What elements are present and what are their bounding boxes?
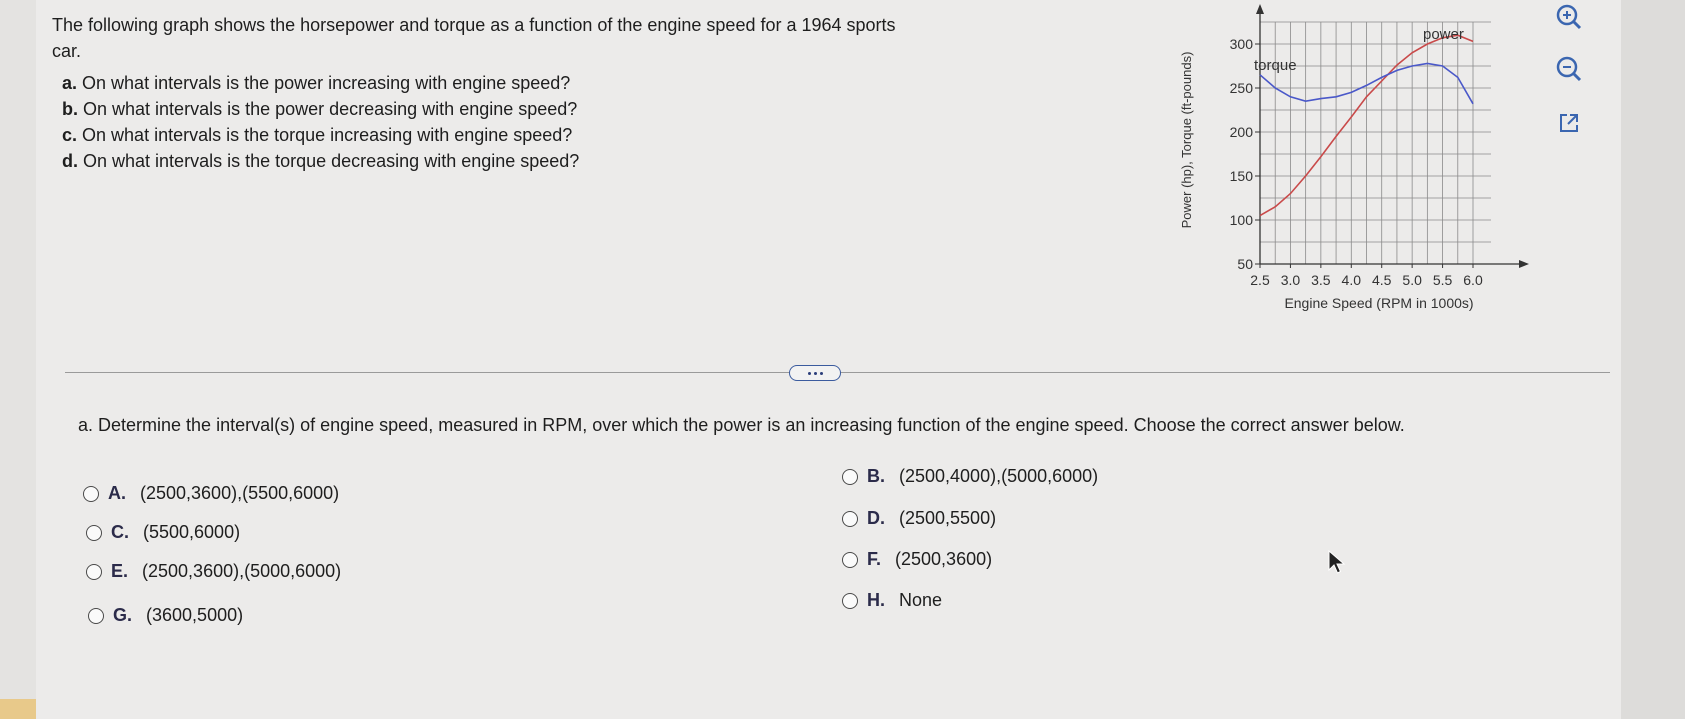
radio-button[interactable] (86, 564, 102, 580)
question-item-d (62, 148, 912, 174)
option-c[interactable] (86, 522, 240, 543)
option-f[interactable] (842, 549, 992, 570)
x-axis-label: Engine Speed (RPM in 1000s) (1284, 295, 1474, 311)
zoom-in-button[interactable] (1552, 0, 1586, 34)
question-item-letter: c. (62, 125, 78, 145)
x-tick-label: 2.5 (1250, 272, 1270, 288)
dot-icon (808, 372, 811, 375)
option-letter: G. (113, 605, 133, 625)
popout-button[interactable] (1552, 106, 1586, 140)
popout-icon (1556, 110, 1582, 136)
right-edge-panel (1621, 0, 1685, 719)
option-letter: D. (867, 508, 885, 528)
option-text: (2500,3600) (895, 549, 993, 569)
question-item-b (62, 96, 912, 122)
option-letter: C. (111, 522, 129, 542)
option-e[interactable] (86, 561, 341, 582)
y-tick-label: 100 (1229, 212, 1253, 228)
question-item-c (62, 122, 912, 148)
x-tick-label: 5.0 (1402, 272, 1422, 288)
option-text: (2500,5500) (899, 508, 997, 528)
x-tick-label: 3.0 (1280, 272, 1301, 288)
mouse-pointer-icon (1328, 550, 1346, 576)
zoom-in-icon (1554, 2, 1584, 32)
radio-button[interactable] (86, 525, 102, 541)
radio-button[interactable] (83, 486, 99, 502)
question-item-letter: b. (62, 99, 78, 119)
question-text (52, 12, 912, 174)
option-text: (2500,4000),(5000,6000) (899, 466, 1099, 486)
radio-button[interactable] (88, 608, 104, 624)
question-item-letter: d. (62, 151, 78, 171)
radio-button[interactable] (842, 469, 858, 485)
option-text: (2500,3600),(5500,6000) (140, 483, 340, 503)
option-text: None (899, 590, 943, 610)
zoom-out-icon (1554, 54, 1584, 84)
power-torque-graph (1175, 0, 1555, 320)
question-item-letter: a. (62, 73, 78, 93)
x-tick-label: 4.5 (1371, 272, 1392, 288)
radio-button[interactable] (842, 511, 858, 527)
option-letter: E. (111, 561, 129, 581)
radio-button[interactable] (842, 552, 858, 568)
question-item-text: On what intervals is the torque increasing with engine speed? (82, 125, 573, 145)
question-item-text: On what intervals is the power decreasing with engine speed? (83, 99, 578, 119)
option-h[interactable] (842, 590, 942, 611)
option-g[interactable] (88, 605, 243, 626)
left-edge-accent (0, 699, 36, 719)
chart-svg (1175, 0, 1555, 320)
question-intro: The following graph shows the horsepower and torque as a function of the engine speed for a 1964 sports car. (52, 15, 896, 61)
torque-series-label: torque (1254, 57, 1297, 74)
y-axis-arrow-icon (1256, 4, 1264, 14)
option-text: (5500,6000) (143, 522, 241, 542)
dot-icon (814, 372, 817, 375)
x-axis-arrow-icon (1519, 260, 1529, 268)
option-a[interactable] (83, 483, 339, 504)
y-tick-label: 150 (1229, 168, 1253, 184)
radio-button[interactable] (842, 593, 858, 609)
left-edge-panel (0, 0, 36, 719)
power-series-label: power (1423, 26, 1464, 43)
x-tick-label: 6.0 (1463, 272, 1483, 288)
question-list (52, 70, 912, 174)
option-b[interactable] (842, 466, 1098, 487)
y-tick-label: 50 (1237, 256, 1253, 272)
y-tick-label: 200 (1229, 124, 1253, 140)
question-item-a (62, 70, 912, 96)
option-letter: A. (108, 483, 126, 503)
y-tick-label: 250 (1229, 80, 1253, 96)
part-a-question: a. Determine the interval(s) of engine speed, measured in RPM, over which the power is an increasing function of the engine speed. Choose the correct answer below. (78, 415, 1405, 435)
x-tick-label: 5.5 (1432, 272, 1453, 288)
question-item-text: On what intervals is the power increasing with engine speed? (82, 73, 571, 93)
option-text: (3600,5000) (146, 605, 244, 625)
option-letter: B. (867, 466, 885, 486)
zoom-out-button[interactable] (1552, 52, 1586, 86)
x-tick-label: 3.5 (1311, 272, 1331, 288)
option-letter: F. (867, 549, 882, 569)
option-letter: H. (867, 590, 885, 610)
y-axis-label: Power (hp), Torque (ft-pounds) (1179, 51, 1194, 229)
expand-dots-button[interactable] (789, 365, 841, 381)
y-tick-label: 300 (1229, 36, 1253, 52)
option-text: (2500,3600),(5000,6000) (142, 561, 342, 581)
option-d[interactable] (842, 508, 996, 529)
x-tick-label: 4.0 (1341, 272, 1362, 288)
question-item-text: On what intervals is the torque decreasing with engine speed? (83, 151, 580, 171)
dot-icon (820, 372, 823, 375)
